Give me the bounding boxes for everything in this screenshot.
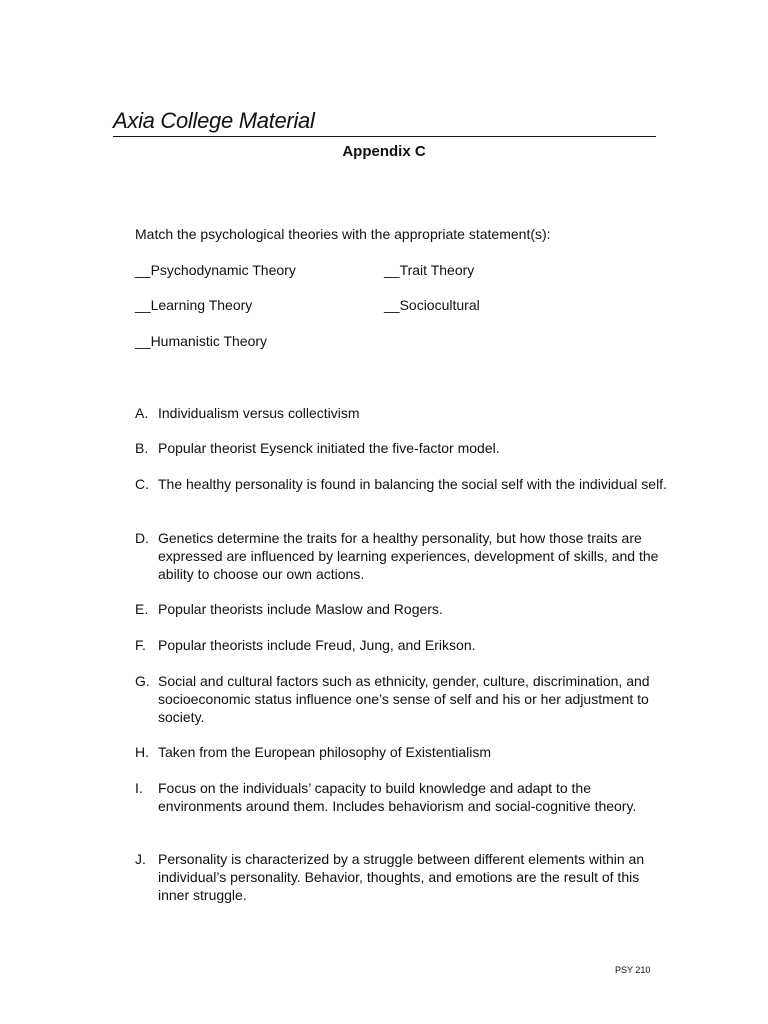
theory-humanistic: __Humanistic Theory: [135, 333, 268, 349]
theory-sociocultural: __Sociocultural: [384, 297, 480, 313]
statement-text: Taken from the European philosophy of Existentialism: [158, 744, 492, 760]
statement-letter: D.: [135, 530, 149, 546]
statement-letter: H.: [135, 744, 149, 760]
theory-trait: __Trait Theory: [384, 262, 475, 278]
statement-text: The healthy personality is found in balancing the social self with the individual self.: [158, 476, 667, 492]
statement-letter: A.: [135, 405, 149, 421]
statement-text: Genetics determine the traits for a healthy personality, but how those traits are expressed are influenced by learning experiences, development of skills, and the ability to choose our own actions.: [158, 530, 659, 582]
statement-letter: F.: [135, 637, 146, 653]
footer-course-code: PSY 210: [615, 965, 651, 975]
instructions: Match the psychological theories with the appropriate statement(s):: [135, 226, 551, 242]
statement-text: Popular theorist Eysenck initiated the five-factor model.: [158, 440, 500, 456]
statement-text: Individualism versus collectivism: [158, 405, 360, 421]
statement-letter: E.: [135, 601, 149, 617]
statement-text: Focus on the individuals’ capacity to build knowledge and adapt to the environments around them. Includes behaviorism and social-cognitive theory.: [158, 780, 637, 814]
theory-psychodynamic: __Psychodynamic Theory: [135, 262, 296, 278]
statement-letter: J.: [135, 851, 146, 867]
statement-text: Popular theorists include Maslow and Rogers.: [158, 601, 443, 617]
statement-text: Personality is characterized by a struggle between different elements within an individual’s personality. Behavior, thoughts, and emotions are the result of this inner struggle.: [158, 851, 645, 903]
header-rule: [113, 136, 656, 137]
statement-letter: B.: [135, 440, 149, 456]
appendix-heading: Appendix C: [342, 143, 426, 160]
statement-letter: I.: [135, 780, 143, 796]
header-title: Axia College Material: [113, 108, 315, 133]
statement-text: Social and cultural factors such as ethnicity, gender, culture, discrimination, and socioeconomic status influence one’s sense of self and his or her adjustment to society.: [158, 673, 650, 725]
theory-learning: __Learning Theory: [135, 297, 253, 313]
statement-letter: C.: [135, 476, 149, 492]
statement-letter: G.: [135, 673, 150, 689]
statement-text: Popular theorists include Freud, Jung, and Erikson.: [158, 637, 476, 653]
